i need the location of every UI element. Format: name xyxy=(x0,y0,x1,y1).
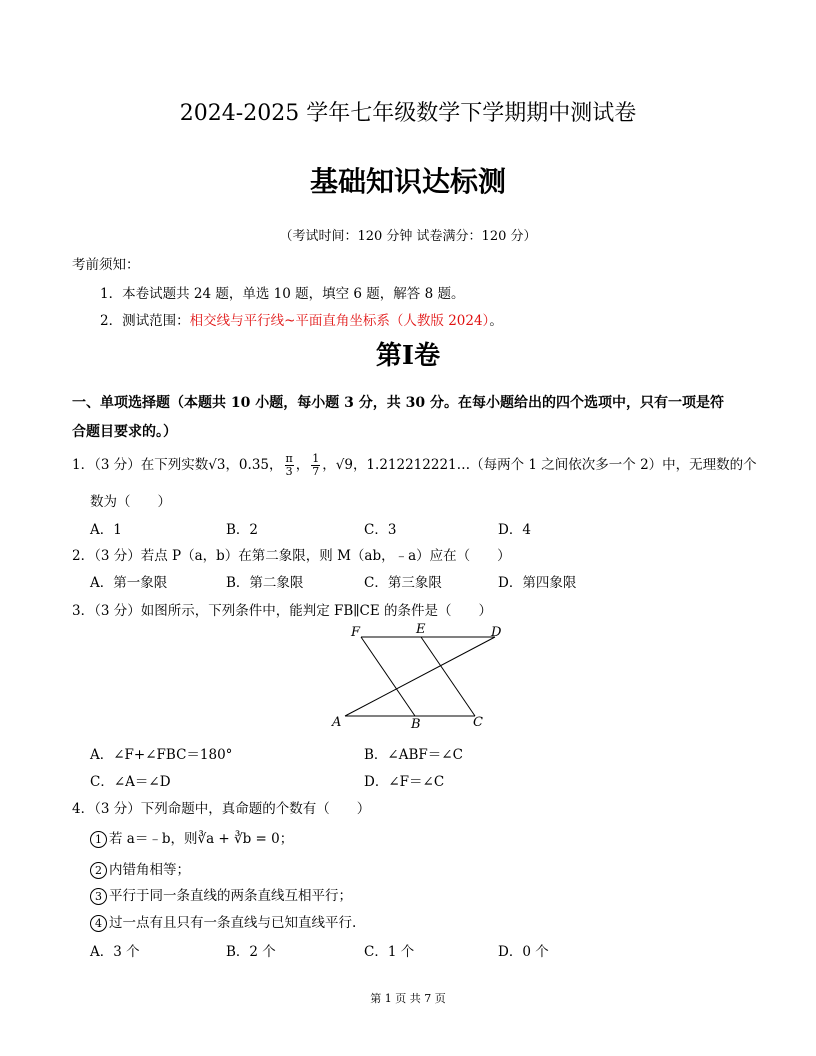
q3-stem: 3．（3 分）如图所示，下列条件中，能判定 FB∥CE 的条件是（ ） xyxy=(72,603,493,619)
q4-item-4-text: 过一点有且只有一条直线与已知直线平行. xyxy=(109,915,357,931)
q1-sqrt3: √3 xyxy=(208,457,226,473)
q4-item-3 xyxy=(90,884,352,905)
notice-item-2-suffix: 。 xyxy=(489,313,503,329)
q1-frac-pi xyxy=(285,453,294,478)
label-c: C xyxy=(473,715,483,730)
q1-sep3: ， xyxy=(322,457,336,473)
q1-option-c: C．3 xyxy=(364,522,397,538)
circle-number-2: 2 xyxy=(90,862,107,879)
q1-frac-pi-num: π xyxy=(285,452,293,465)
q1-sep1: ，0.35， xyxy=(225,457,283,473)
q1-frac-one-num: 1 xyxy=(312,452,320,465)
q4-item-1-text: 若 a＝﹣b，则∛a + ∛b = 0； xyxy=(109,831,294,847)
label-e: E xyxy=(416,622,426,637)
q2-stem: 2．（3 分）若点 P（a，b）在第二象限，则 M（ab，﹣a）应在（ ） xyxy=(72,548,511,564)
q1-tail: ，1.212212221…（每两个 1 之间依次多一个 2）中，无理数的个 xyxy=(352,457,757,473)
q4-option-d: D．0 个 xyxy=(498,944,549,960)
q4-item-4 xyxy=(90,911,356,932)
label-d: D xyxy=(491,625,502,640)
label-f: F xyxy=(351,625,361,640)
circle-number-1: 1 xyxy=(90,831,107,848)
q1-option-b: B．2 xyxy=(226,522,259,538)
circle-number-4: 4 xyxy=(90,915,107,932)
notice-item-1: 1．本卷试题共 24 题，单选 10 题，填空 6 题，解答 8 题。 xyxy=(100,286,465,302)
notice-heading: 考前须知： xyxy=(72,257,140,273)
exam-subtitle: 基础知识达标测 xyxy=(309,165,506,198)
q4-item-1 xyxy=(90,827,293,848)
q1-frac-one-den: 7 xyxy=(312,465,320,478)
q4-option-b: B．2 个 xyxy=(226,944,276,960)
q4-stem: 4．（3 分）下列命题中，真命题的个数有（ ） xyxy=(72,801,371,817)
page-footer: 第 1 页 共 7 页 xyxy=(370,992,446,1005)
section1-line2: 合题目要求的。） xyxy=(72,424,177,440)
line-ad xyxy=(345,637,495,716)
q1-sqrt9: √9 xyxy=(335,457,353,473)
q4-item-3-text: 平行于同一条直线的两条直线互相平行； xyxy=(109,888,352,904)
q3-option-b: B．∠ABF＝∠C xyxy=(364,747,463,763)
q1-stem xyxy=(72,452,757,478)
q4-item-2 xyxy=(90,858,190,879)
line-ec xyxy=(421,637,475,716)
exam-title: 2024-2025 学年七年级数学下学期期中测试卷 xyxy=(179,101,637,126)
line-fb xyxy=(361,637,415,716)
q3-option-a: A．∠F+∠FBC＝180° xyxy=(90,747,233,763)
q1-frac-one-seventh xyxy=(311,453,320,478)
q4-option-c: C．1 个 xyxy=(364,944,415,960)
q3-option-d: D．∠F＝∠C xyxy=(364,774,445,790)
q3-figure xyxy=(325,622,515,732)
label-a: A xyxy=(332,715,342,730)
q1-option-d: D．4 xyxy=(498,522,531,538)
q1-lead: 1．（3 分）在下列实数 xyxy=(72,457,209,473)
q1-line2: 数为（ ） xyxy=(90,494,171,510)
q2-option-d: D．第四象限 xyxy=(498,575,577,591)
q2-option-a: A．第一象限 xyxy=(90,575,168,591)
q2-option-c: C．第三象限 xyxy=(364,575,442,591)
q1-option-a: A．1 xyxy=(90,522,122,538)
notice-item-2 xyxy=(100,309,503,329)
q3-option-c: C．∠A＝∠D xyxy=(90,774,171,790)
exam-info: （考试时间：120 分钟 试卷满分：120 分） xyxy=(279,229,537,244)
section1-line1: 一、单项选择题（本题共 10 小题，每小题 3 分，共 30 分。在每小题给出的四个选项中，只有一项是符 xyxy=(72,395,724,411)
circle-number-3: 3 xyxy=(90,888,107,905)
volume-title: 第Ⅰ卷 xyxy=(375,341,441,371)
notice-item-2-prefix: 2．测试范围： xyxy=(100,313,190,329)
q2-option-b: B．第二象限 xyxy=(226,575,304,591)
q4-option-a: A．3 个 xyxy=(90,944,140,960)
label-b: B xyxy=(411,717,421,732)
q4-item-2-text: 内错角相等； xyxy=(109,862,190,878)
test-scope: 相交线与平行线~平面直角坐标系（人教版 2024） xyxy=(189,313,490,329)
q1-frac-pi-den: 3 xyxy=(285,465,293,478)
q1-sep2: ， xyxy=(295,457,310,473)
